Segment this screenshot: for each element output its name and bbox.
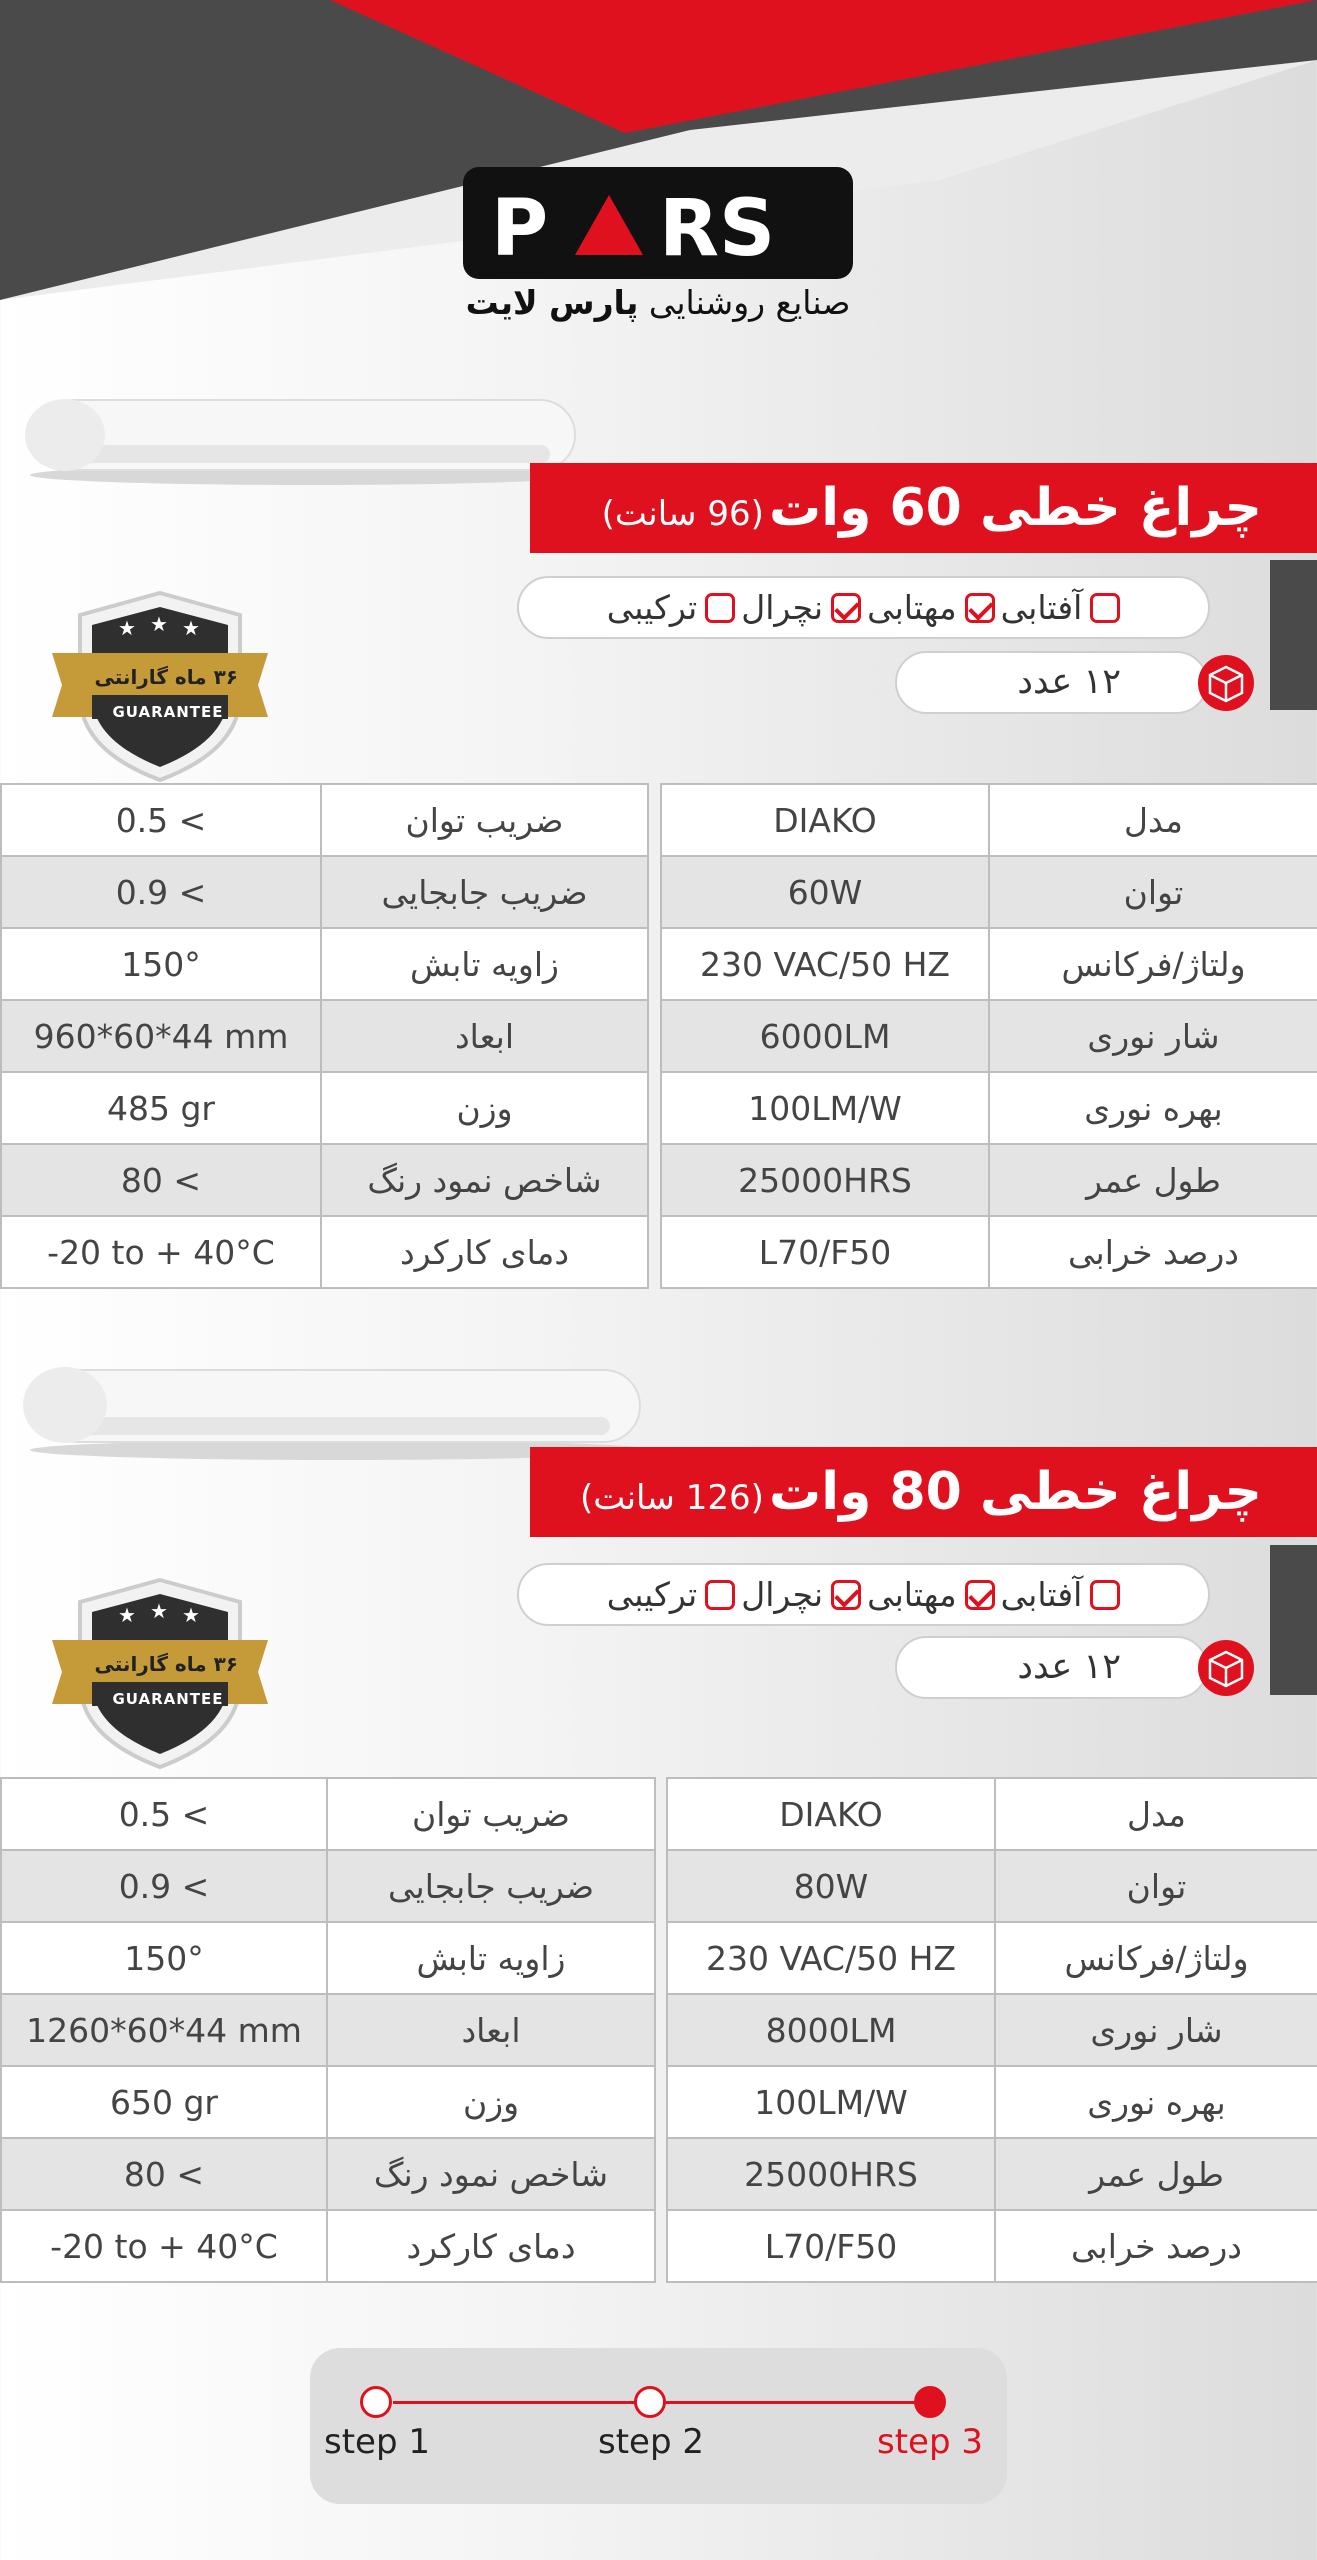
logo-wordmark [463, 167, 853, 279]
box-icon [1196, 653, 1256, 713]
spec-value: 230 VAC/50 HZ [661, 928, 989, 1000]
table-row [1, 1778, 655, 1850]
spec-label: طول عمر [995, 2138, 1317, 2210]
spec-value: 1260*60*44 mm [1, 1994, 327, 2066]
spec-label: ضریب توان [321, 784, 648, 856]
spec-value: 80 < [1, 2138, 327, 2210]
spec-value: 6000LM [661, 1000, 989, 1072]
box-icon [1196, 1638, 1256, 1698]
spec-label: توان [995, 1850, 1317, 1922]
spec-label: شاخص نمود رنگ [321, 1144, 648, 1216]
spec-value: 0.9 < [1, 856, 321, 928]
checkbox-icon[interactable] [1090, 593, 1120, 623]
checkbox-icon[interactable] [705, 593, 735, 623]
table-row [1, 1922, 655, 1994]
spec-value: -20 to + 40°C [1, 2210, 327, 2282]
spec-label: زاویه تابش [321, 928, 648, 1000]
svg-text:★: ★ [182, 1603, 200, 1627]
spec-label: ابعاد [327, 1994, 655, 2066]
specs-table-left [0, 783, 649, 1289]
table-row [667, 1994, 1317, 2066]
option-sunlight[interactable]: آفتابی [1001, 1575, 1121, 1614]
product-title-bar [530, 1447, 1317, 1537]
spec-value: DIAKO [661, 784, 989, 856]
product-title: چراغ خطی 80 وات [768, 1462, 1262, 1522]
spec-value: L70/F50 [661, 1216, 989, 1288]
spec-label: شاخص نمود رنگ [327, 2138, 655, 2210]
option-daylight[interactable]: مهتابی [867, 1575, 995, 1614]
specs-table-right [660, 783, 1317, 1289]
spec-value: 0.9 < [1, 1850, 327, 1922]
spec-value: 150° [1, 1922, 327, 1994]
spec-label: ضریب جابجایی [321, 856, 648, 928]
step-3-label[interactable]: step 3 [877, 2422, 983, 2462]
step-1-dot[interactable] [360, 2386, 392, 2418]
table-row [1, 784, 648, 856]
table-row [1, 1072, 648, 1144]
spec-label: شار نوری [989, 1000, 1317, 1072]
spec-label: درصد خرابی [995, 2210, 1317, 2282]
spec-value: 100LM/W [661, 1072, 989, 1144]
table-row [661, 1144, 1317, 1216]
option-mixed[interactable]: ترکیبی [607, 1575, 736, 1614]
logo-triangle-icon [575, 195, 643, 255]
table-row [661, 1072, 1317, 1144]
table-row [1, 928, 648, 1000]
light-type-options [517, 1563, 1210, 1626]
svg-text:★: ★ [118, 616, 136, 640]
table-row [667, 2210, 1317, 2282]
spec-value: 60W [661, 856, 989, 928]
spec-value: 485 gr [1, 1072, 321, 1144]
spec-value: 80W [667, 1850, 995, 1922]
product-subtitle: (126 سانت) [579, 1478, 764, 1518]
table-row [1, 1994, 655, 2066]
brand-caption: صنایع روشنایی پارس لایت [465, 283, 851, 322]
specs-table-left [0, 1777, 656, 2283]
option-natural[interactable]: نچرال [741, 1575, 861, 1614]
spec-label: ضریب جابجایی [327, 1850, 655, 1922]
guarantee-badge: ★ ★ ★ ۳۶ ماه گارانتی GUARANTEE [40, 1572, 280, 1772]
spec-value: DIAKO [667, 1778, 995, 1850]
checkbox-checked-icon[interactable] [831, 593, 861, 623]
spec-value: 650 gr [1, 2066, 327, 2138]
package-count: ۱۲ عدد [895, 1636, 1208, 1699]
spec-value: 80 < [1, 1144, 321, 1216]
table-row [1, 1850, 655, 1922]
pars-logo [463, 167, 853, 279]
table-row [667, 1922, 1317, 1994]
table-row [661, 928, 1317, 1000]
side-accent-bar [1270, 560, 1317, 710]
spec-label: وزن [321, 1072, 648, 1144]
table-row [1, 2210, 655, 2282]
spec-value: 0.5 < [1, 1778, 327, 1850]
svg-text:★: ★ [118, 1603, 136, 1627]
checkbox-icon[interactable] [705, 1580, 735, 1610]
checkbox-checked-icon[interactable] [831, 1580, 861, 1610]
option-daylight[interactable]: مهتابی [867, 588, 995, 627]
product-title: چراغ خطی 60 وات [768, 478, 1262, 538]
lamp-image [10, 375, 600, 495]
product-title-bar [530, 463, 1317, 553]
spec-label: وزن [327, 2066, 655, 2138]
table-row [667, 1778, 1317, 1850]
spec-label: طول عمر [989, 1144, 1317, 1216]
spec-label: شار نوری [995, 1994, 1317, 2066]
spec-value: 25000HRS [667, 2138, 995, 2210]
spec-label: مدل [989, 784, 1317, 856]
svg-text:★: ★ [182, 616, 200, 640]
package-count: ۱۲ عدد [895, 651, 1208, 714]
guarantee-badge: ★ ★ ★ ۳۶ ماه گارانتی GUARANTEE [40, 585, 280, 785]
spec-value: 150° [1, 928, 321, 1000]
svg-text:★: ★ [150, 1599, 168, 1623]
spec-value: 100LM/W [667, 2066, 995, 2138]
table-row [667, 1850, 1317, 1922]
svg-text:RS: RS [659, 184, 776, 274]
spec-label: ولتاژ/فرکانس [995, 1922, 1317, 1994]
table-row [661, 784, 1317, 856]
table-row [661, 1216, 1317, 1288]
spec-label: دمای کارکرد [321, 1216, 648, 1288]
option-mixed[interactable]: ترکیبی [607, 588, 736, 627]
step-2-dot[interactable] [634, 2386, 666, 2418]
step-2-label[interactable]: step 2 [598, 2422, 704, 2462]
option-sunlight[interactable]: آفتابی [1001, 588, 1121, 627]
table-row [1, 856, 648, 928]
checkbox-icon[interactable] [1090, 1580, 1120, 1610]
spec-label: زاویه تابش [327, 1922, 655, 1994]
step-3-dot[interactable] [914, 2386, 946, 2418]
spec-value: 0.5 < [1, 784, 321, 856]
spec-value: 960*60*44 mm [1, 1000, 321, 1072]
table-row [1, 1000, 648, 1072]
spec-label: بهره نوری [995, 2066, 1317, 2138]
spec-label: ضریب توان [327, 1778, 655, 1850]
svg-text:P: P [491, 184, 549, 274]
spec-value: 8000LM [667, 1994, 995, 2066]
table-row [667, 2066, 1317, 2138]
table-row [1, 2066, 655, 2138]
step-1-label[interactable]: step 1 [324, 2422, 430, 2462]
table-row [667, 2138, 1317, 2210]
specs-table-right [666, 1777, 1317, 2283]
spec-label: بهره نوری [989, 1072, 1317, 1144]
spec-value: -20 to + 40°C [1, 1216, 321, 1288]
spec-value: 230 VAC/50 HZ [667, 1922, 995, 1994]
side-accent-bar [1270, 1545, 1317, 1695]
spec-label: درصد خرابی [989, 1216, 1317, 1288]
spec-label: ولتاژ/فرکانس [989, 928, 1317, 1000]
product-subtitle: (96 سانت) [601, 494, 764, 534]
spec-value: 25000HRS [661, 1144, 989, 1216]
table-row [1, 2138, 655, 2210]
table-row [1, 1216, 648, 1288]
spec-label: توان [989, 856, 1317, 928]
option-natural[interactable]: نچرال [741, 588, 861, 627]
table-row [661, 856, 1317, 928]
checkbox-checked-icon[interactable] [965, 1580, 995, 1610]
spec-value: L70/F50 [667, 2210, 995, 2282]
table-row [661, 1000, 1317, 1072]
checkbox-checked-icon[interactable] [965, 593, 995, 623]
svg-text:★: ★ [150, 612, 168, 636]
spec-label: مدل [995, 1778, 1317, 1850]
spec-label: ابعاد [321, 1000, 648, 1072]
spec-label: دمای کارکرد [327, 2210, 655, 2282]
light-type-options [517, 576, 1210, 639]
table-row [1, 1144, 648, 1216]
